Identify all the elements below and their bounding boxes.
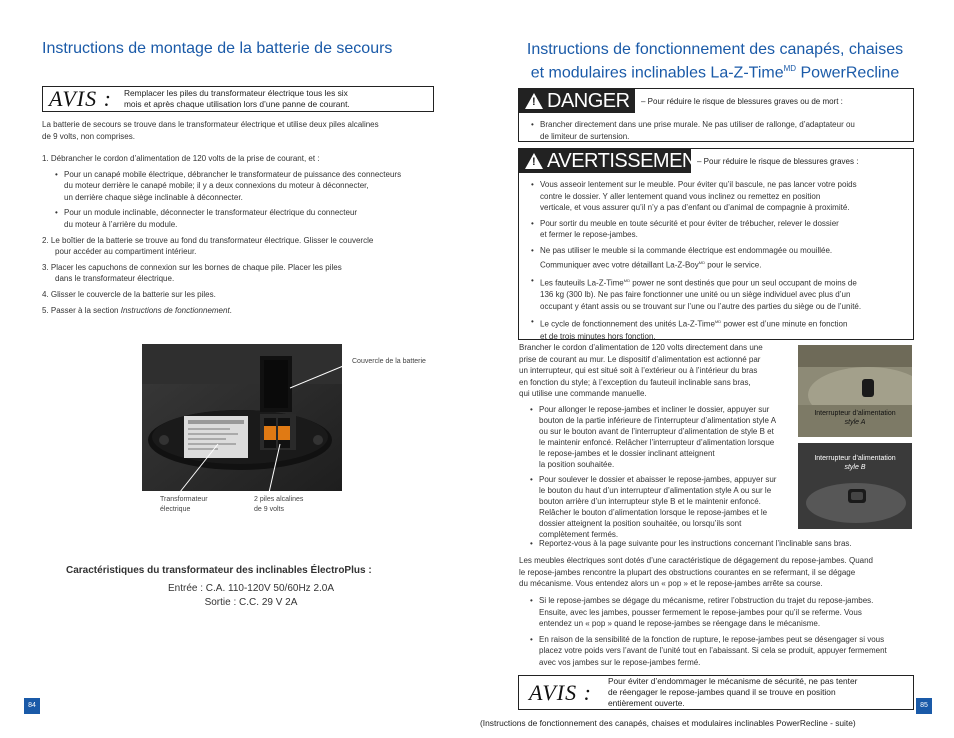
warning-bullets: [531, 179, 903, 342]
left-intro: La batterie de secours se trouve dans le transformateur électrique et utilise deux piles alcalines de 9 volts, non comprises.: [42, 120, 379, 141]
warning-bullet-1: • Vous asseoir lentement sur le meuble. Pour éviter qu’il bascule, ne pas lancer votre poids contre le dossier. Y aller lentement quand vous inclinez ou remettez en position verticale, et vous assurer qu’il n’y a pas d’enfant ou d’animal de compagnie à proximité.: [531, 179, 903, 214]
extend-bullet: • Pour allonger le repose-jambes et incliner le dossier, appuyer sur bouton de la partie inférieure de l’interrupteur d’alimentation style A ou sur le bouton avant de l’interrupteur d’alimentation de style B et le maintenir enfoncé. Relâcher l’interrupteur d’alimentation lorsque le repose-jambes et le dossier inclinant atteignent la position souhaitée.: [530, 404, 795, 470]
warning-triangle-icon: !: [525, 93, 543, 109]
caption-switch-b: Interrupteur d’alimentation style B: [814, 455, 896, 471]
danger-box: [518, 88, 914, 142]
step-2: 2. Le boîtier de la batterie se trouve au fond du transformateur électrique. Glisser le couvercle pour accéder au compartiment intérieur.: [42, 235, 374, 257]
danger-bullet: • Brancher directement dans une prise murale. Ne pas utiliser de rallonge, d’adaptateur ou de limiteur de surtension.: [531, 119, 903, 142]
avis-text: Remplacer les piles du transformateur électrique tous les six mois et après chaque utilisation lors d’une panne de courant.: [123, 88, 350, 109]
warning-box: [518, 148, 914, 340]
step-4: 4. Glisser le couvercle de la batterie sur les piles.: [42, 289, 216, 299]
step-1-bullet-1: • Pour un canapé mobile électrique, débrancher le transformateur de puissance des connecteurs du moteur derrière le canapé mobile; il y a deux connexions du moteur à déconnecter, un derrière chaque siège inclinable à déconnecter.: [55, 169, 452, 204]
page-number-left: 84: [24, 698, 40, 714]
footer-continuation: (Instructions de fonctionnement des canapés, chaises et modulaires inclinables PowerRecline - suite): [480, 718, 856, 728]
step-1-bullet-2: • Pour un module inclinable, déconnecter le transformateur électrique du connecteur du moteur à l’arrière du module.: [55, 207, 452, 230]
avis-text: Pour éviter d’endommager le mécanisme de sécurité, ne pas tenter de réengager le repose-jambes quand il se trouve en position entièrement ouverte.: [607, 676, 858, 708]
specs-title: Caractéristiques du transformateur des inclinables ÉlectroPlus :: [66, 565, 372, 576]
warning-subtitle: – Pour réduire le risque de blessures graves :: [697, 156, 859, 166]
breakaway-bullets: [530, 595, 930, 669]
breakaway-bullet-1: • Si le repose-jambes se dégage du mécanisme, retirer l’obstruction du trajet du repose-jambes. Ensuite, avec les jambes, pousser fermement le repose-jambes pour qu’il se referme. Vous entendez un « pop » quand le repose-jambes se réengage dans le mécanisme.: [530, 595, 930, 630]
caption-switch-a: Interrupteur d’alimentation style A: [814, 410, 896, 426]
caption-battery-cover: Couvercle de la batterie: [352, 358, 426, 365]
avis-label: AVIS :: [529, 679, 592, 705]
left-page-title: Instructions de montage de la batterie de secours: [42, 40, 393, 57]
avis-label: AVIS :: [49, 86, 112, 111]
caption-transformer: Transformateur électrique: [160, 496, 208, 513]
warning-bullet-3: • Ne pas utiliser le meuble si la commande électrique est endommagée ou mouillée. Communiquer avec votre détaillant La-Z-Boy$^{MD}$ pour le service.: [531, 245, 903, 271]
step-5: 5. Passer à la section Instructions de fonctionnement.: [42, 305, 232, 315]
retract-bullet: • Pour soulever le dossier et abaisser le repose-jambes, appuyer sur le bouton du haut d’un interrupteur d’alimentation style A ou sur le bouton arrière d’un interrupteur style B et le maintenir enfoncé. Relâcher le bouton d’alimentation lorsque le repose-jambes et le dossier atteignent la position souhaitée, ou lorsqu’ils sont complètement fermés.: [530, 474, 795, 540]
step-3: 3. Placer les capuchons de connexion sur les bornes de chaque pile. Placer les piles dans le transformateur électrique.: [42, 262, 342, 284]
power-operation-text: Brancher le cordon d’alimentation de 120 volts directement dans une prise de courant au mur. Le dispositif d’alimentation est actionné par un interrupteur, qui est situé soit à l’extérieur ou à l’intérieur du bras en fonction du style; à l’exception du fauteuil inclinable sans bras, qui utilise une commande manuelle.: [519, 343, 763, 399]
spec-input: Entrée : C.A. 110-120V 50/60Hz 2.0A: [167, 583, 335, 594]
photo-callout-lines: [140, 340, 360, 505]
page-number-right: 85: [916, 698, 932, 714]
armless-reference-bullet: • Reportez-vous à la page suivante pour les instructions concernant l’inclinable sans bras.: [530, 538, 920, 550]
spec-output: Sortie : C.C. 29 V 2A: [204, 597, 298, 608]
right-avis-box: [518, 675, 914, 710]
breakaway-bullet-2: • En raison de la sensibilité de la fonction de rupture, le repose-jambes peut se désengager si vous placez votre poids vers l’avant de l’unité tout en l’abaissant. Si cela se produit, appuyer fermement avec vos jambes sur le repose-jambes fermé.: [530, 634, 930, 669]
breakaway-text: Les meubles électriques sont dotés d’une caractéristique de dégagement du repose-jambes. Quand le repose-jambes rencontre la plupart des obstructions courantes en se refermant, il se dégage du mécanisme. Vous entendez alors un « pop » et le repose-jambes arrête sa course.: [519, 556, 873, 589]
specs-values: [42, 582, 460, 610]
danger-subtitle: – Pour réduire le risque de blessures graves ou de mort :: [641, 96, 843, 106]
warning-bullet-5: • Le cycle de fonctionnement des unités La-Z-Time$^{MD}$ power est d’une minute en fonction et de trois minutes hors fonction.: [531, 316, 903, 342]
power-operation-bullets: [530, 404, 795, 540]
warning-bullet-2: • Pour sortir du meuble en toute sécurité et pour éviter de trébucher, relever le dossier et fermer le repose-jambes.: [531, 218, 903, 241]
warning-bullet-4: • Les fauteuils La-Z-Time$^{MD}$ power ne sont destinés que pour un seul occupant de moins de 136 kg (300 lb). Ne pas faire fonctionner une unité ou un siège individuel avec plus d’un occupant y étant assis ou se trouvant sur l’une ou l’autre des parties du siège ou de l’unité.: [531, 275, 903, 312]
left-steps: [42, 153, 452, 316]
warning-header: ! AVERTISSEMENT: [519, 149, 691, 173]
caption-batteries: 2 piles alcalines de 9 volts: [254, 496, 304, 513]
step-1: 1. Débrancher le cordon d’alimentation de 120 volts de la prise de courant, et :: [42, 154, 320, 163]
left-avis-box: [42, 86, 434, 112]
danger-header: ! DANGER: [519, 89, 635, 113]
right-page-title: Instructions de fonctionnement des canapés, chaises et modulaires inclinables La-Z-Time$^{MD}$ PowerRecline: [526, 41, 904, 82]
warning-triangle-icon: !: [525, 153, 543, 169]
